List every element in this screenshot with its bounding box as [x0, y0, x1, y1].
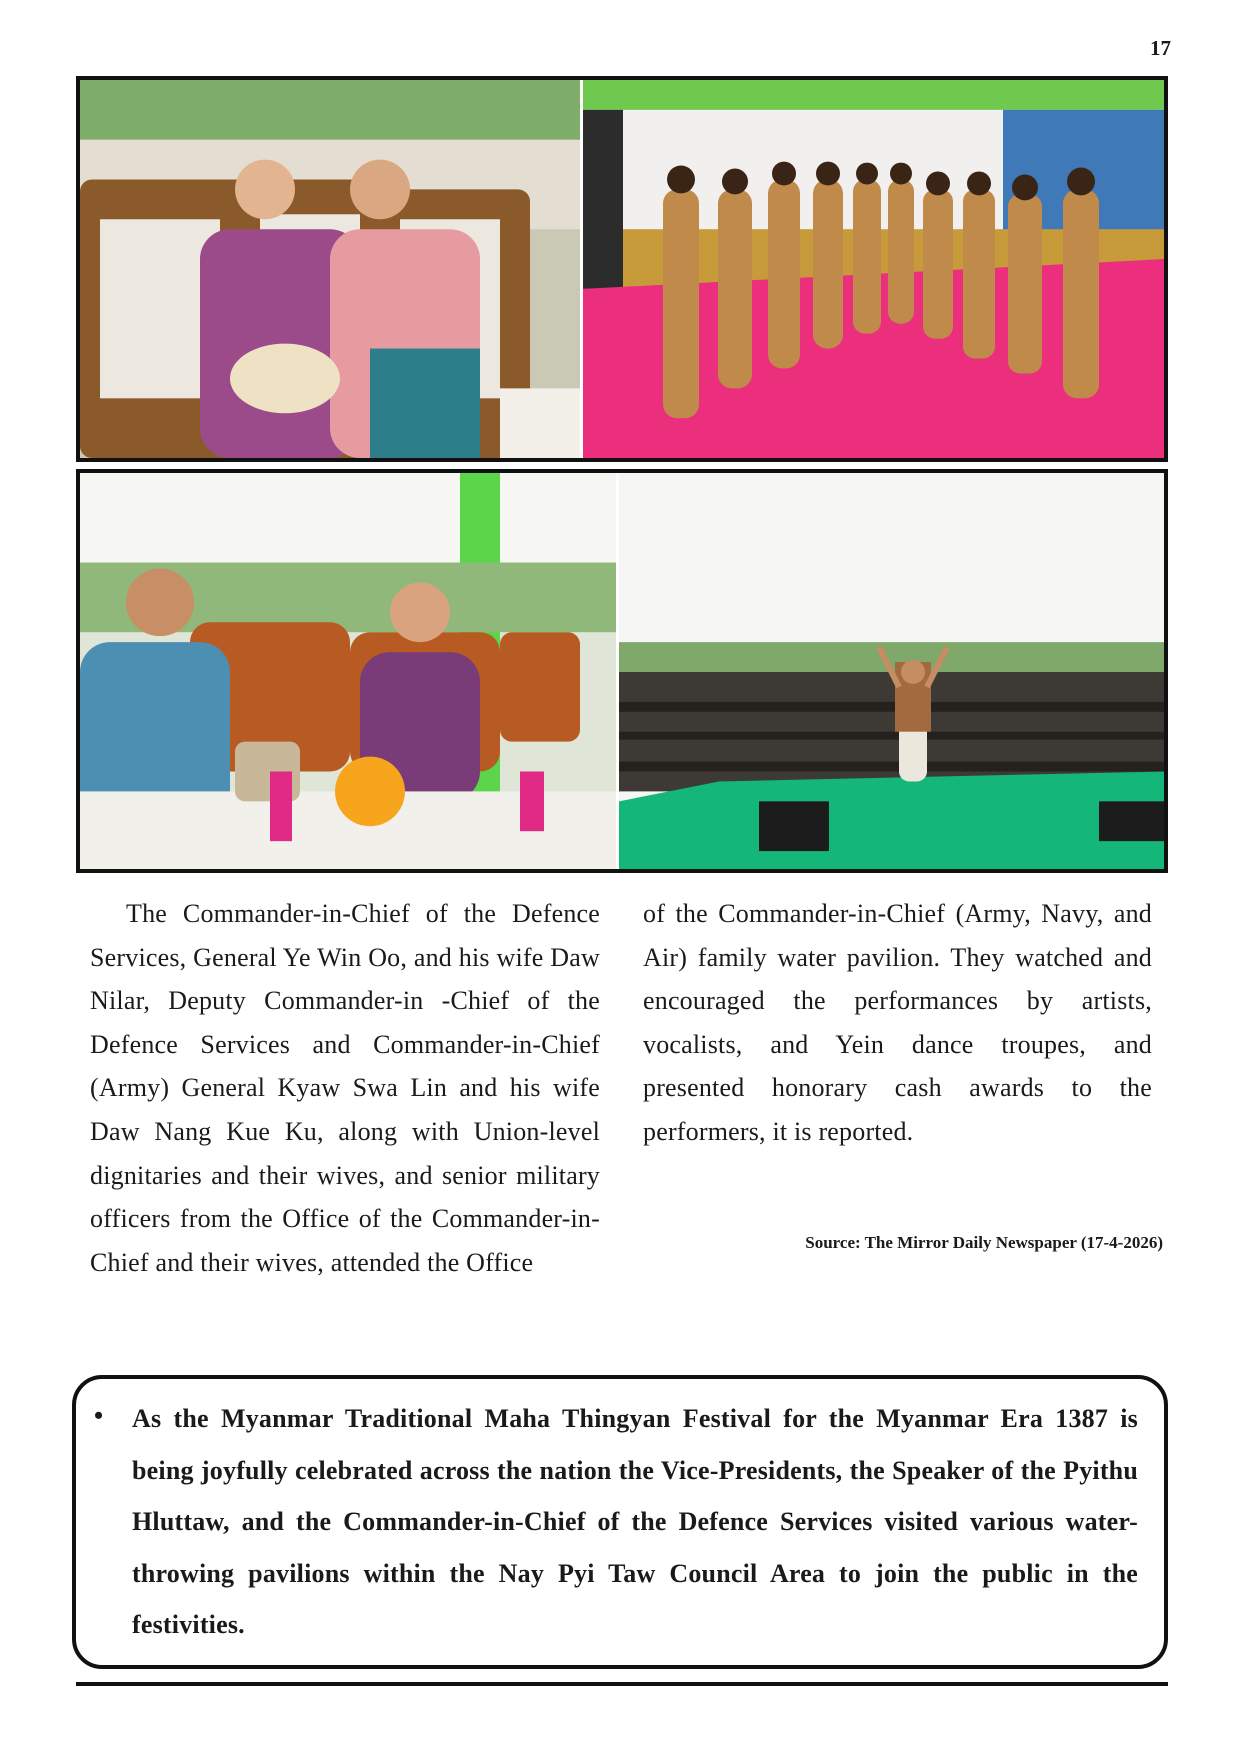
- photo-officials-seated-icon: [80, 80, 580, 458]
- bullet-icon: •: [94, 1401, 104, 1430]
- footer-rule: [76, 1682, 1168, 1686]
- photo-officials-pavilion-icon: [80, 473, 616, 869]
- article-left-column: The Commander-in-Chief of the Defence Services, General Ye Win Oo, and his wife Daw Nilar, Deputy Commander-in -Chief of the Defence Services and Commander-in-Chief (Army) General Kyaw Swa Lin and his wife Daw Nang Kue Ku, along with Union-level dignitaries and their wives, and senior military officers from the Office of the Commander-in-Chief and their wives, attended the Office: [90, 899, 600, 1277]
- callout-text: As the Myanmar Traditional Maha Thingyan Festival for the Myanmar Era 1387 is being joyfully celebrated across the nation the Vice-Presidents, the Speaker of the Pyithu Hluttaw, and the Commander-in-Chief of the Defence Services visited various water-throwing pavilions within the Nay Pyi Taw Council Area to join the public in the festivities.: [132, 1404, 1138, 1639]
- highlight-callout-box: [72, 1375, 1168, 1669]
- bottom-photo-frame: [76, 469, 1168, 873]
- article-right-column: of the Commander-in-Chief (Army, Navy, and Air) family water pavilion. They watched and encouraged the performances by artists, vocalists, and Yein dance troupes, and presented honorary cash awards to the performers, it is reported.: [643, 899, 1152, 1146]
- photo-singer-crowd-icon: [619, 473, 1164, 869]
- article-source: Source: The Mirror Daily Newspaper (17-4-2026): [805, 1233, 1163, 1252]
- page-number: 17: [1150, 36, 1171, 60]
- photo-dancers-stage-icon: [583, 80, 1164, 458]
- top-photo-frame: [76, 76, 1168, 462]
